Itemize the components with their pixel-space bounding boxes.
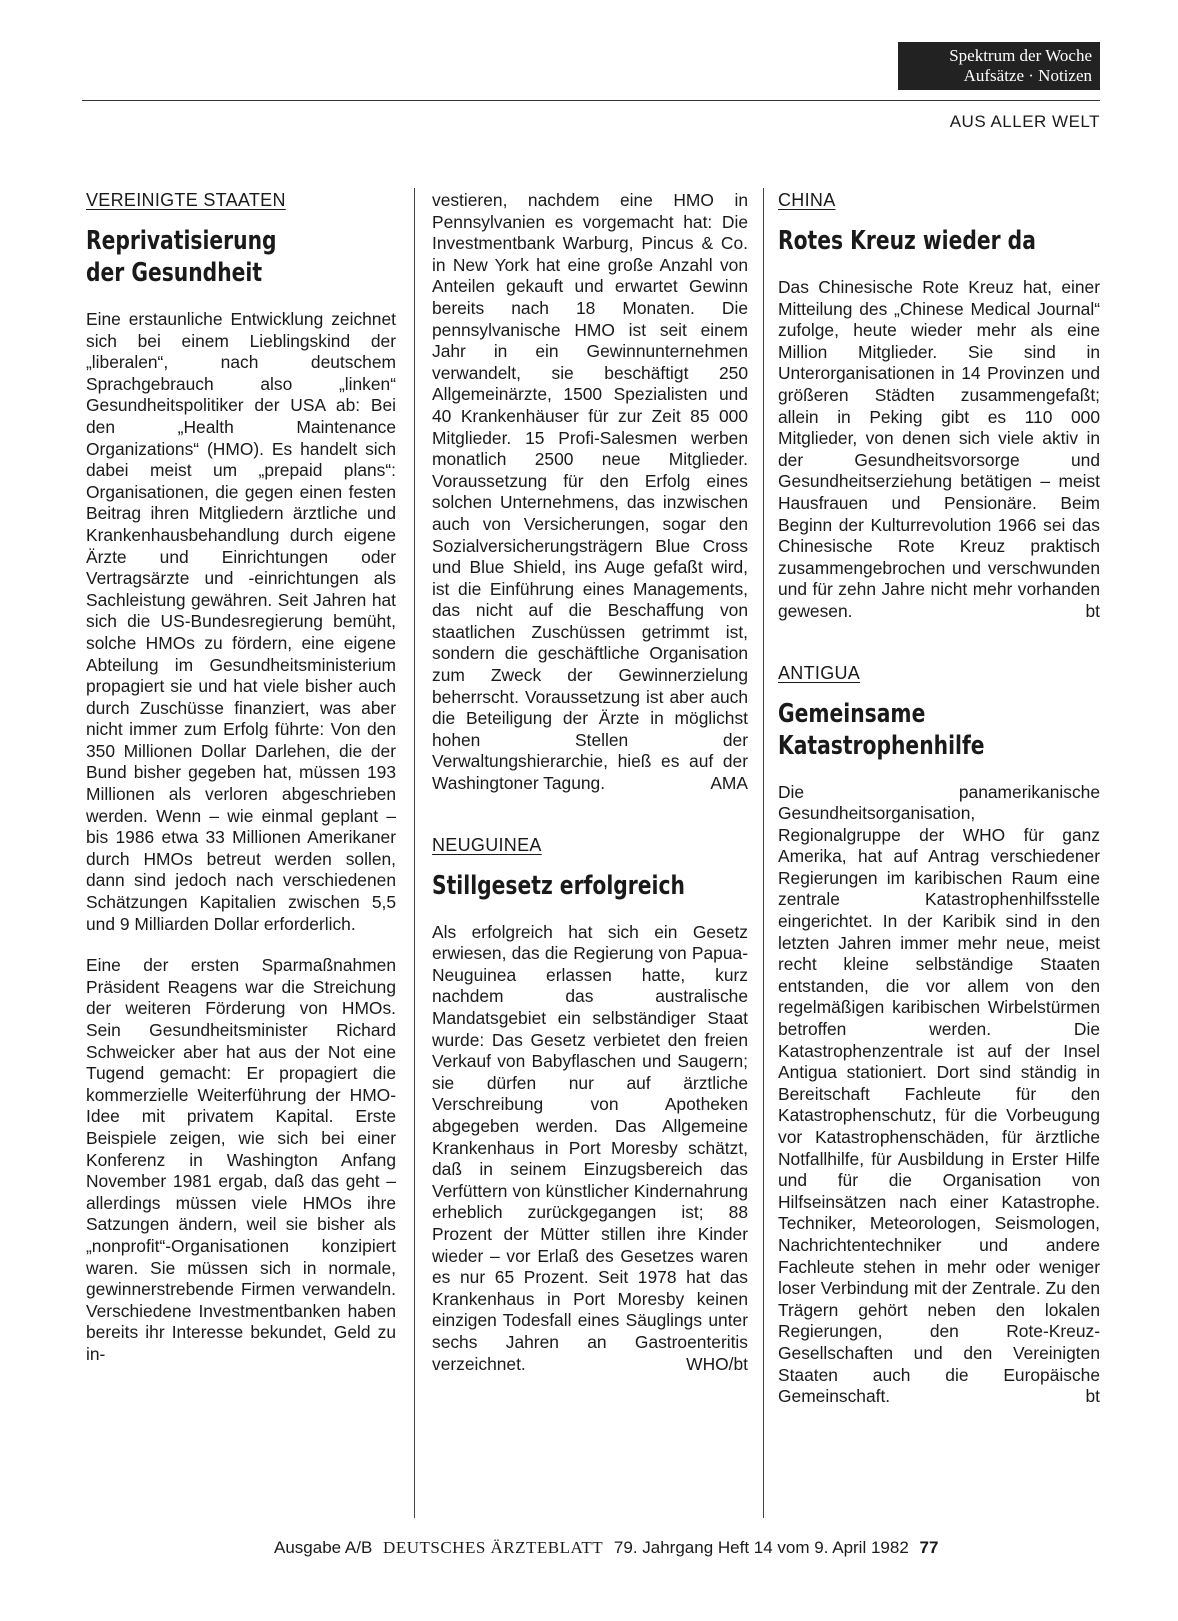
headline-usa (86, 225, 328, 289)
kicker-png: NEUGUINEA (432, 834, 542, 855)
column-3 (778, 190, 1100, 1408)
kicker-china: CHINA (778, 190, 836, 210)
column-2 (432, 190, 748, 1375)
masthead-line-1: Spektrum der Woche (949, 46, 1092, 65)
headline-antigua-line-2: Katastrophenhilfe (778, 730, 985, 761)
headline-usa-line-2: der Gesundheit (86, 258, 263, 288)
headline-png: Stillgesetz erfolgreich (432, 870, 685, 901)
footer-issue: 79. Jahrgang Heft 14 vom 9. April 1982 (613, 1538, 909, 1557)
top-rule (82, 100, 1100, 101)
column-divider-1 (414, 188, 415, 1518)
headline-china: Rotes Kreuz wieder da (778, 226, 1036, 256)
usa-signoff: AMA (710, 773, 748, 794)
column-divider-2 (763, 188, 764, 1518)
usa-paragraph-1: Eine erstaunliche Entwicklung zeichnet sich bei einem Lieblingskind der „liberalen“, nach deutschem Sprachgebrauch also „linken“ Gesundheitspolitiker der USA ab: Bei den „Health Maintenance Organizations“ (HMO). Es handelt sich dabei meist um „prepaid plans“: Organisationen, die gegen einen festen Beitrag ihren Mitgliedern ärztliche und Krankenhausbehandlung durch eigene Ärzte und Einrichtungen oder Vertragsärzte und -einrichtungen als Sachleistung gewähren. Seit Jahren hat sich die US-Bundesregierung bemüht, solche HMOs zu fördern, eine eigene Abteilung im Gesundheitsministerium propagiert sie und hat viele bisher auch durch Zuschüsse finanziert, was aber nicht immer zum Erfolg führte: Von den 350 Millionen Dollar Darlehen, die der Bund bisher gegeben hat, müssen 193 Millionen als verloren abgeschrieben werden. Wenn – wie einmal geplant – bis 1986 etwa 33 Millionen Amerikaner durch HMOs betreut werden sollen, dann sind jedoch nach verschiedenen Schätzungen Kapitalien zwischen 5,5 und 9 Milliarden Dollar erforderlich. (86, 309, 396, 934)
china-paragraph-1: Das Chinesische Rote Kreuz hat, einer Mitteilung des „Chinese Medical Journal“ zufolge, heute wieder mehr als eine Million Mitglieder. Sie sind in Unterorganisationen in 14 Provinzen und größeren Städten zusammengefaßt; allein in Peking gibt es 110 000 Mitglieder, von denen sich viele aktiv in der Gesundheitsvorsorge und Gesundheitserziehung betätigen – meist Hausfrauen und Pensionäre. Beim Beginn der Kulturrevolution 1966 sei das Chinesische Rote Kreuz praktisch zusammengebrochen und verschwunden und für zehn Jahre nicht mehr vorhanden gewesen. (778, 277, 1100, 621)
usa-paragraph-3: vestieren, nachdem eine HMO in Pennsylvanien es vorgemacht hat: Die Investmentbank Warburg, Pincus & Co. in New York hat eine große Anzahl von Anteilen gekauft und erwartet Gewinn bereits nach 18 Monaten. Die pennsylvanische HMO ist seit einem Jahr in ein Gewinnunternehmen verwandelt, sie beschäftigt 250 Allgemeinärzte, 1500 Spezialisten und 40 Krankenhäuser für zur Zeit 85 000 Mitglieder. 15 Profi-Salesmen werben monatlich 2500 neue Mitglieder. Voraussetzung für den Erfolg eines solchen Unternehmens, das inzwischen auch von Versicherungen, sogar den Sozialversicherungsträgern Blue Cross und Blue Shield, ins Auge gefaßt wird, ist die Einführung eines Managements, das nicht auf die Beschaffung von staatlichen Zuschüssen getrimmt ist, sondern die geschäftliche Organisation zum Zweck der Gewinnerzielung beherrscht. Voraussetzung ist aber auch die Beteiligung der Ärzte in möglichst hohen Stellen der Verwaltungshierarchie, hieß es auf der Washingtoner Tagung. (432, 190, 748, 794)
antigua-signoff: bt (1085, 1386, 1100, 1407)
masthead-box (898, 42, 1100, 90)
png-paragraph-1: Als erfolgreich hat sich ein Gesetz erwiesen, das die Regierung von Papua-Neuguinea erlassen hatte, kurz nachdem das australische Mandatsgebiet ein selbständiger Staat wurde: Das Gesetz verbietet den freien Verkauf von Babyflaschen und Saugern; sie dürfen nur auf ärztliche Verschreibung von Apotheken abgegeben werden. Das Allgemeine Krankenhaus in Port Moresby schätzt, daß in seinem Einzugsbereich das Verfüttern von künstlicher Kindernahrung erheblich zurückgegangen ist; 88 Prozent der Mütter stillen ihre Kinder wieder – vor Erlaß des Gesetzes waren es nur 65 Prozent. Seit 1978 hat das Krankenhaus in Port Moresby keinen einzigen Todesfall eines Säuglings unter sechs Jahren an Gastroenteritis verzeichnet. (432, 921, 748, 1374)
usa-paragraph-3-block (432, 190, 748, 795)
footer-edition: Ausgabe A/B (274, 1538, 373, 1557)
article-antigua (778, 663, 1100, 1408)
headline-antigua-line-1: Gemeinsame (778, 698, 926, 729)
china-signoff: bt (1085, 600, 1100, 621)
png-signoff: WHO/bt (686, 1353, 748, 1374)
footer-page-number: 77 (919, 1538, 939, 1557)
page-footer (274, 1538, 938, 1558)
headline-usa-line-1: Reprivatisierung (86, 226, 277, 256)
footer-journal: DEUTSCHES ÄRZTEBLATT (383, 1538, 604, 1557)
kicker-usa: VEREINIGTE STAATEN (86, 190, 286, 210)
article-png (432, 835, 748, 1375)
usa-paragraph-2: Eine der ersten Sparmaßnahmen Präsident Reagens war die Streichung der weiteren Förderung von HMOs. Sein Gesundheitsminister Richard Schweicker aber hat aus der Not eine Tugend gemacht: Er propagiert die kommerzielle Weiterführung der HMO-Idee mit privatem Kapital. Erste Beispiele zeigen, wie sich bei einer Konferenz in Washington Anfang November 1981 ergab, daß das geht – allerdings müssen viele HMOs ihre Satzungen ändern, weil sie bisher als „nonprofit“-Organisationen konzipiert waren. Sie müssen sich in normale, gewinnerstrebende Firmen verwandeln. Verschiedene Investmentbanken haben bereits ihr Interesse bekundet, Geld zu in- (86, 955, 396, 1364)
section-label: AUS ALLER WELT (949, 112, 1100, 131)
masthead-line-2: Aufsätze · Notizen (963, 66, 1092, 85)
antigua-paragraph-1: Die panamerikanische Gesundheitsorganisation, Regionalgruppe der WHO für ganz Amerika, hat auf Antrag verschiedener Regierungen im karibischen Raum eine zentrale Katastrophenhilfsstelle eingerichtet. In der Karibik sind in den letzten Jahren immer mehr neue, meist recht kleine selbständige Staaten entstanden, die vor allem von den regelmäßigen karibischen Wirbelstürmen betroffen werden. Die Katastrophenzentrale ist auf der Insel Antigua stationiert. Dort sind ständig in Bereitschaft Fachleute für den Katastrophenschutz, für die Vorbeugung vor Katastrophenschäden, für ärztliche Notfallhilfe, für Ausbildung in Erster Hilfe und für die Organisation von Hilfseinsätzen nach einer Katastrophe. Techniker, Meteorologen, Seismologen, Nachrichtentechniker und andere Fachleute stehen in mehr oder weniger loser Verbindung mit der Zentrale. Zu den Trägern gehört neben den lokalen Regierungen, den Rote-Kreuz-Gesellschaften und den Vereinigten Staaten auch die Europäische Gemeinschaft. (778, 781, 1100, 1407)
kicker-antigua: ANTIGUA (778, 662, 861, 683)
column-1 (86, 190, 396, 1366)
headline-antigua (778, 698, 1029, 762)
